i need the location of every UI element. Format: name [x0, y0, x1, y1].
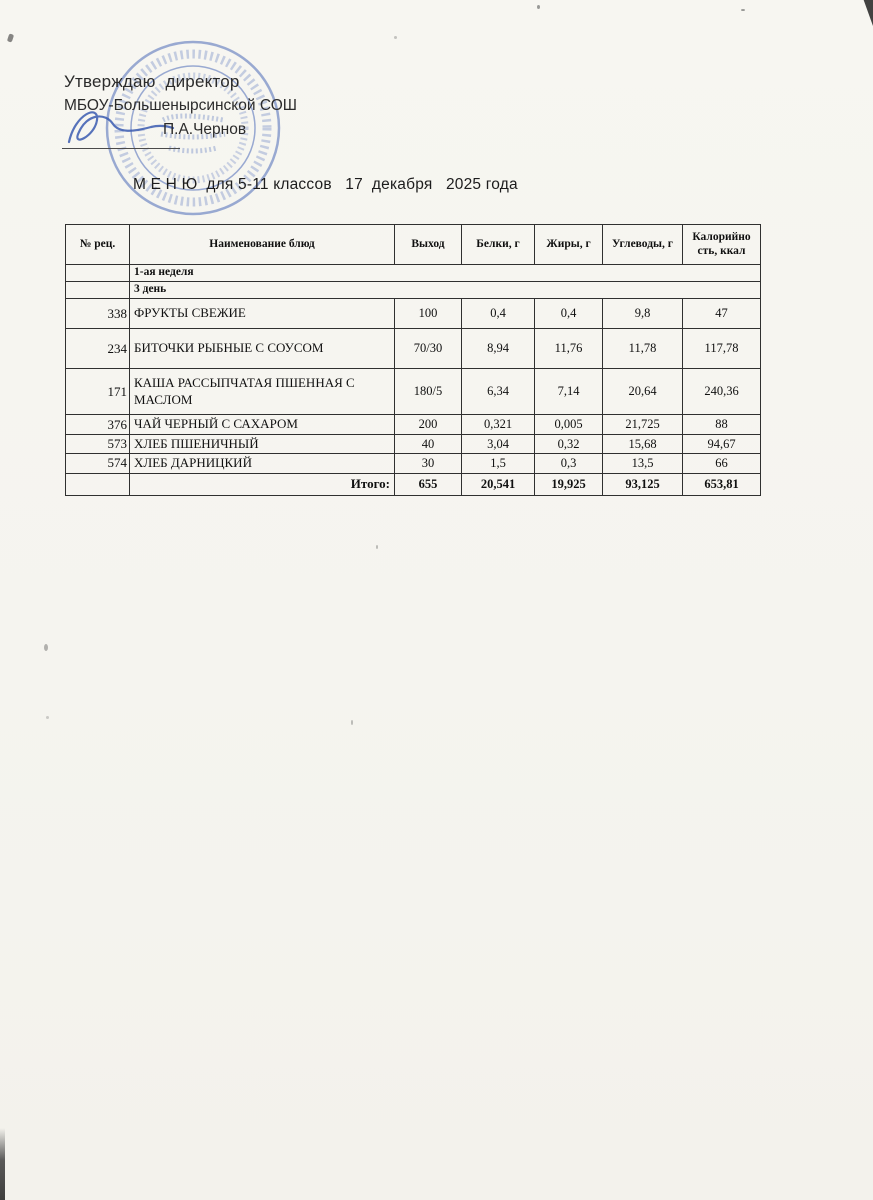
approval-block	[64, 72, 297, 115]
fat-value: 0,3	[535, 454, 603, 473]
protein-value: 6,34	[462, 369, 535, 415]
menu-row	[66, 369, 761, 415]
carbs-value: 21,725	[603, 415, 683, 435]
carbs-value: 20,64	[603, 369, 683, 415]
menu-row	[66, 415, 761, 435]
output-value: 40	[395, 435, 462, 454]
protein-value: 0,4	[462, 299, 535, 329]
menu-row	[66, 435, 761, 454]
kcal-value: 88	[683, 415, 761, 435]
approval-line-2: МБОУ-Большенырсинской СОШ	[64, 97, 297, 114]
output-value: 30	[395, 454, 462, 473]
protein-value: 1,5	[462, 454, 535, 473]
recipe-num: 376	[66, 415, 130, 435]
week-row	[66, 265, 761, 282]
col-header-protein: Белки, г	[462, 225, 535, 265]
protein-value: 3,04	[462, 435, 535, 454]
recipe-num: 234	[66, 329, 130, 369]
output-value: 70/30	[395, 329, 462, 369]
dish-name: КАША РАССЫПЧАТАЯ ПШЕННАЯ С МАСЛОМ	[130, 369, 395, 415]
kcal-value: 117,78	[683, 329, 761, 369]
col-header-fat: Жиры, г	[535, 225, 603, 265]
empty-cell	[66, 282, 130, 299]
dish-name: ХЛЕБ ДАРНИЦКИЙ	[130, 454, 395, 473]
protein-value: 0,321	[462, 415, 535, 435]
total-row	[66, 473, 761, 495]
empty-cell	[66, 265, 130, 282]
kcal-value: 94,67	[683, 435, 761, 454]
kcal-value: 47	[683, 299, 761, 329]
total-label: Итого:	[130, 473, 395, 495]
total-protein: 20,541	[462, 473, 535, 495]
output-value: 180/5	[395, 369, 462, 415]
empty-cell	[66, 473, 130, 495]
recipe-num: 171	[66, 369, 130, 415]
table-header-row	[66, 225, 761, 265]
total-output: 655	[395, 473, 462, 495]
fat-value: 0,005	[535, 415, 603, 435]
dish-name: ЧАЙ ЧЕРНЫЙ С САХАРОМ	[130, 415, 395, 435]
col-header-dish-name: Наименование блюд	[130, 225, 395, 265]
carbs-value: 15,68	[603, 435, 683, 454]
col-header-carbs: Углеводы, г	[603, 225, 683, 265]
total-fat: 19,925	[535, 473, 603, 495]
scan-speck	[741, 9, 745, 11]
recipe-num: 338	[66, 299, 130, 329]
day-row	[66, 282, 761, 299]
total-kcal: 653,81	[683, 473, 761, 495]
signature-line	[62, 148, 180, 149]
menu-row	[66, 329, 761, 369]
kcal-value: 66	[683, 454, 761, 473]
carbs-value: 13,5	[603, 454, 683, 473]
menu-row	[66, 299, 761, 329]
scan-edge-artifact	[0, 1128, 5, 1200]
dish-name: ФРУКТЫ СВЕЖИЕ	[130, 299, 395, 329]
scan-speck	[394, 36, 397, 39]
scan-speck	[46, 716, 49, 719]
protein-value: 8,94	[462, 329, 535, 369]
fat-value: 0,32	[535, 435, 603, 454]
scan-speck	[376, 545, 378, 549]
scan-speck	[7, 33, 14, 42]
week-label: 1-ая неделя	[130, 265, 761, 282]
recipe-num: 574	[66, 454, 130, 473]
fat-value: 11,76	[535, 329, 603, 369]
director-name: П.А.Чернов	[163, 121, 247, 138]
kcal-value: 240,36	[683, 369, 761, 415]
fat-value: 7,14	[535, 369, 603, 415]
carbs-value: 11,78	[603, 329, 683, 369]
dish-name: ХЛЕБ ПШЕНИЧНЫЙ	[130, 435, 395, 454]
carbs-value: 9,8	[603, 299, 683, 329]
dish-name: БИТОЧКИ РЫБНЫЕ С СОУСОМ	[130, 329, 395, 369]
menu-table	[65, 224, 761, 496]
menu-row	[66, 454, 761, 473]
output-value: 100	[395, 299, 462, 329]
col-header-kcal: Калорийно сть, ккал	[683, 225, 761, 265]
col-header-recipe-num: № рец.	[66, 225, 130, 265]
output-value: 200	[395, 415, 462, 435]
recipe-num: 573	[66, 435, 130, 454]
scan-speck	[351, 720, 353, 725]
total-carbs: 93,125	[603, 473, 683, 495]
col-header-output: Выход	[395, 225, 462, 265]
approval-line-1: Утверждаю директор	[64, 72, 240, 91]
day-label: 3 день	[130, 282, 761, 299]
scan-speck	[44, 644, 48, 651]
scan-corner-artifact	[862, 0, 873, 26]
fat-value: 0,4	[535, 299, 603, 329]
menu-title: М Е Н Ю для 5-11 классов 17 декабря 2025 года	[133, 176, 518, 193]
scan-speck	[537, 5, 540, 9]
